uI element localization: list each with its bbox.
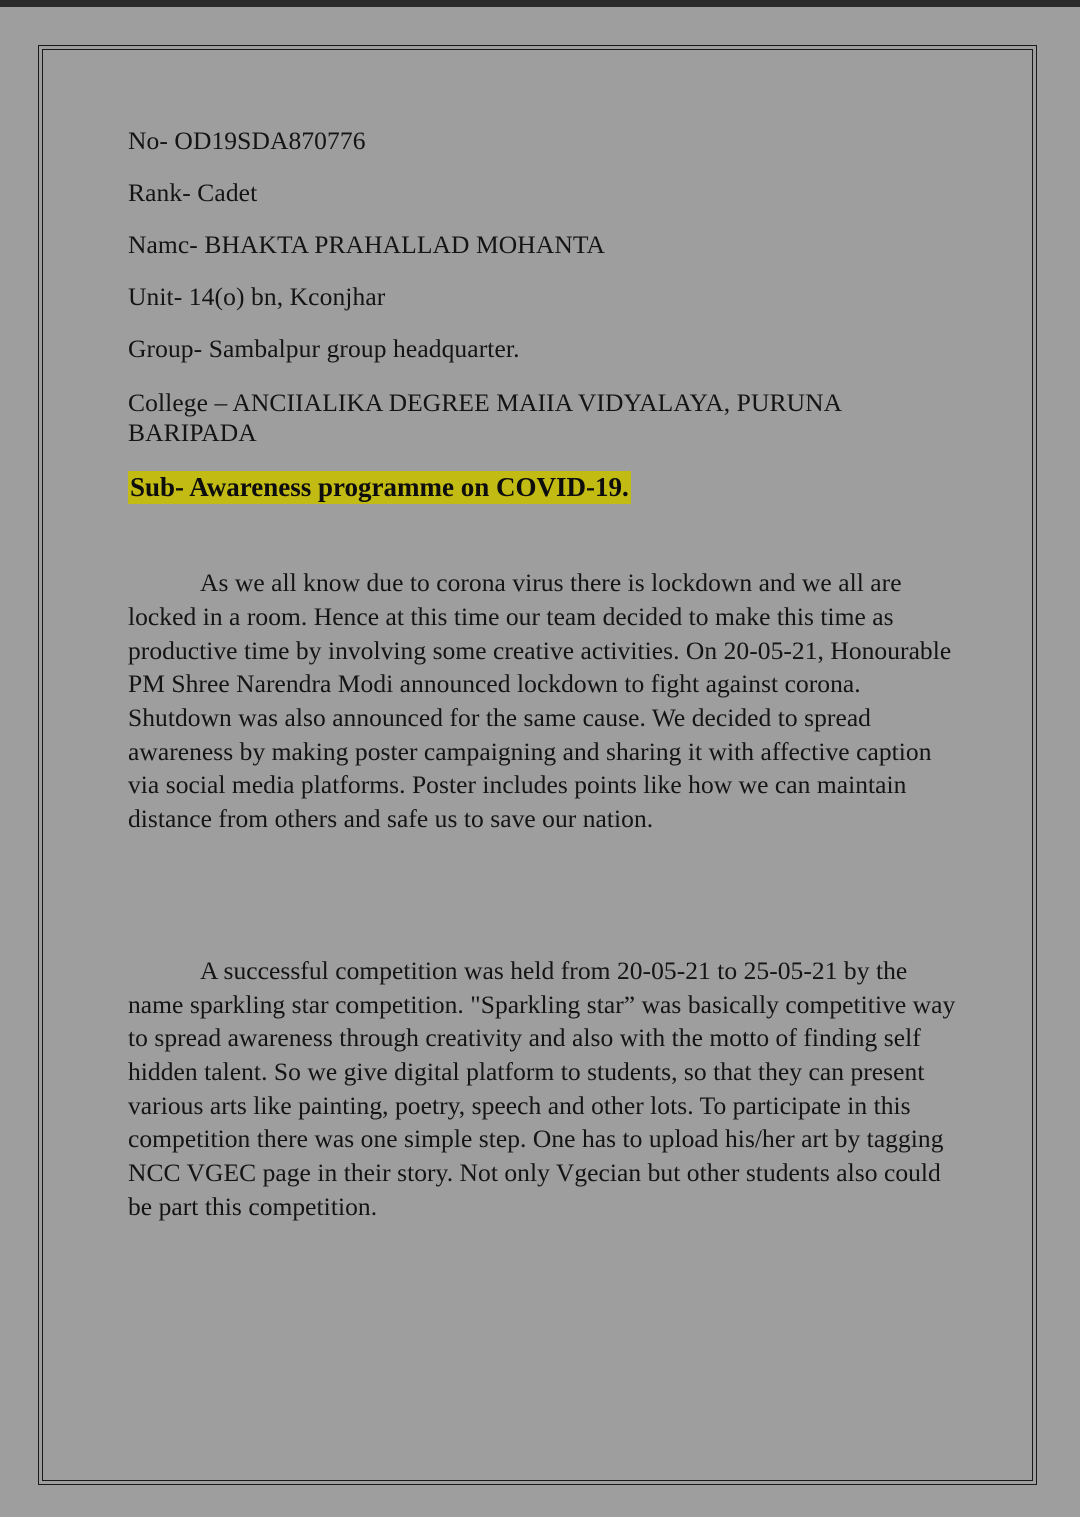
field-college: College – ANCIIALIKA DEGREE MAIIA VIDYALAYA, PURUNA BARIPADA xyxy=(128,388,841,448)
spacer-between-paragraphs xyxy=(128,836,958,954)
field-group: Group- Sambalpur group headquarter. xyxy=(128,334,520,363)
subject-line-row xyxy=(128,470,958,504)
spacer-after-subject xyxy=(128,504,958,566)
page-frame-border xyxy=(38,45,1037,1485)
body-paragraph-1: As we all know due to corona virus there is lockdown and we all are locked in a room. Hence at this time our team decided to make this time as productive time by involving some creative activities. On 20-05-21, Honourable PM Shree Narendra Modi announced lockdown to fight against corona. Shutdown was also announced for the same cause. We decided to spread awareness by making poster campaigning and sharing it with affective caption via social media platforms. Poster includes points like how we can maintain distance from others and safe us to save our nation. xyxy=(128,568,952,834)
document-content xyxy=(128,128,958,1223)
subject-heading: Sub- Awareness programme on COVID-19. xyxy=(130,472,629,503)
field-no: No- OD19SDA870776 xyxy=(128,126,366,155)
field-rank: Rank- Cadet xyxy=(128,178,258,207)
field-name: Namc- BHAKTA PRAHALLAD MOHANTA xyxy=(128,230,606,259)
field-unit: Unit- 14(o) bn, Kconjhar xyxy=(128,282,386,311)
body-paragraph-2: A successful competition was held from 20-05-21 to 25-05-21 by the name sparkling star competition. "Sparkling star” was basically competitive way to spread awareness through creativity and also with the motto of finding self hidden talent. So we give digital platform to students, so that they can present various arts like painting, poetry, speech and other lots. To participate in this competition there was one simple step. One has to upload his/her art by tagging NCC VGEC page in their story. Not only Vgecian but other students also could be part this competition. xyxy=(128,955,956,1221)
scanner-top-band xyxy=(0,0,1080,7)
